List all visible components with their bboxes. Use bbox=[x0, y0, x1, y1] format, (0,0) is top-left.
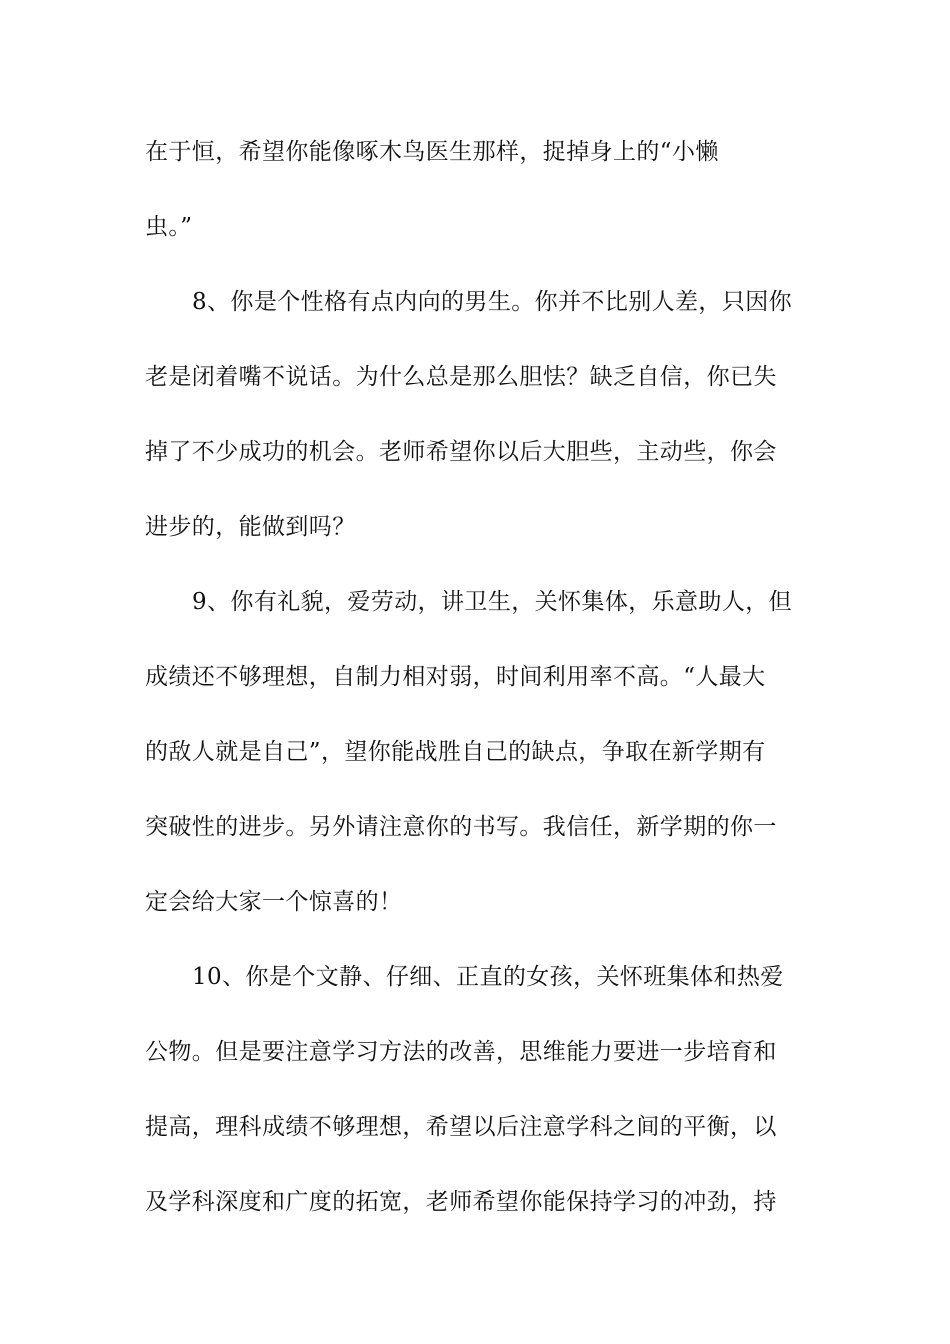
paragraph-start-line: 9、你有礼貌，爱劳动，讲卫生，关怀集体，乐意助人，但 bbox=[192, 589, 793, 615]
paragraph-start-line: 10、你是个文静、仔细、正直的女孩，关怀班集体和热爱 bbox=[192, 964, 784, 990]
text-line: 及学科深度和广度的拓宽，老师希望你能保持学习的冲劲，持 bbox=[145, 1189, 777, 1215]
text-line: 老是闭着嘴不说话。为什么总是那么胆怯？缺乏自信，你已失 bbox=[145, 364, 777, 390]
document-body bbox=[145, 127, 807, 1252]
text-line: 虫。” bbox=[145, 214, 193, 240]
text-line: 进步的，能做到吗？ bbox=[145, 514, 356, 540]
text-line: 掉了不少成功的机会。老师希望你以后大胆些，主动些，你会 bbox=[145, 439, 777, 465]
text-line: 的敌人就是自己”，望你能战胜自己的缺点，争取在新学期有 bbox=[145, 739, 766, 765]
paragraph-start-line: 8、你是个性格有点内向的男生。你并不比别人差，只因你 bbox=[192, 289, 793, 315]
text-line: 公物。但是要注意学习方法的改善，思维能力要进一步培育和 bbox=[145, 1039, 777, 1065]
text-line: 定会给大家一个惊喜的！ bbox=[145, 889, 403, 915]
text-line: 提高，理科成绩不够理想，希望以后注意学科之间的平衡，以 bbox=[145, 1114, 777, 1140]
text-line: 突破性的进步。另外请注意你的书写。我信任，新学期的你一 bbox=[145, 814, 777, 840]
text-line: 在于恒，希望你能像啄木鸟医生那样，捉掉身上的“小懒 bbox=[145, 139, 719, 165]
text-line: 成绩还不够理想，自制力相对弱，时间利用率不高。“人最大 bbox=[145, 664, 766, 690]
